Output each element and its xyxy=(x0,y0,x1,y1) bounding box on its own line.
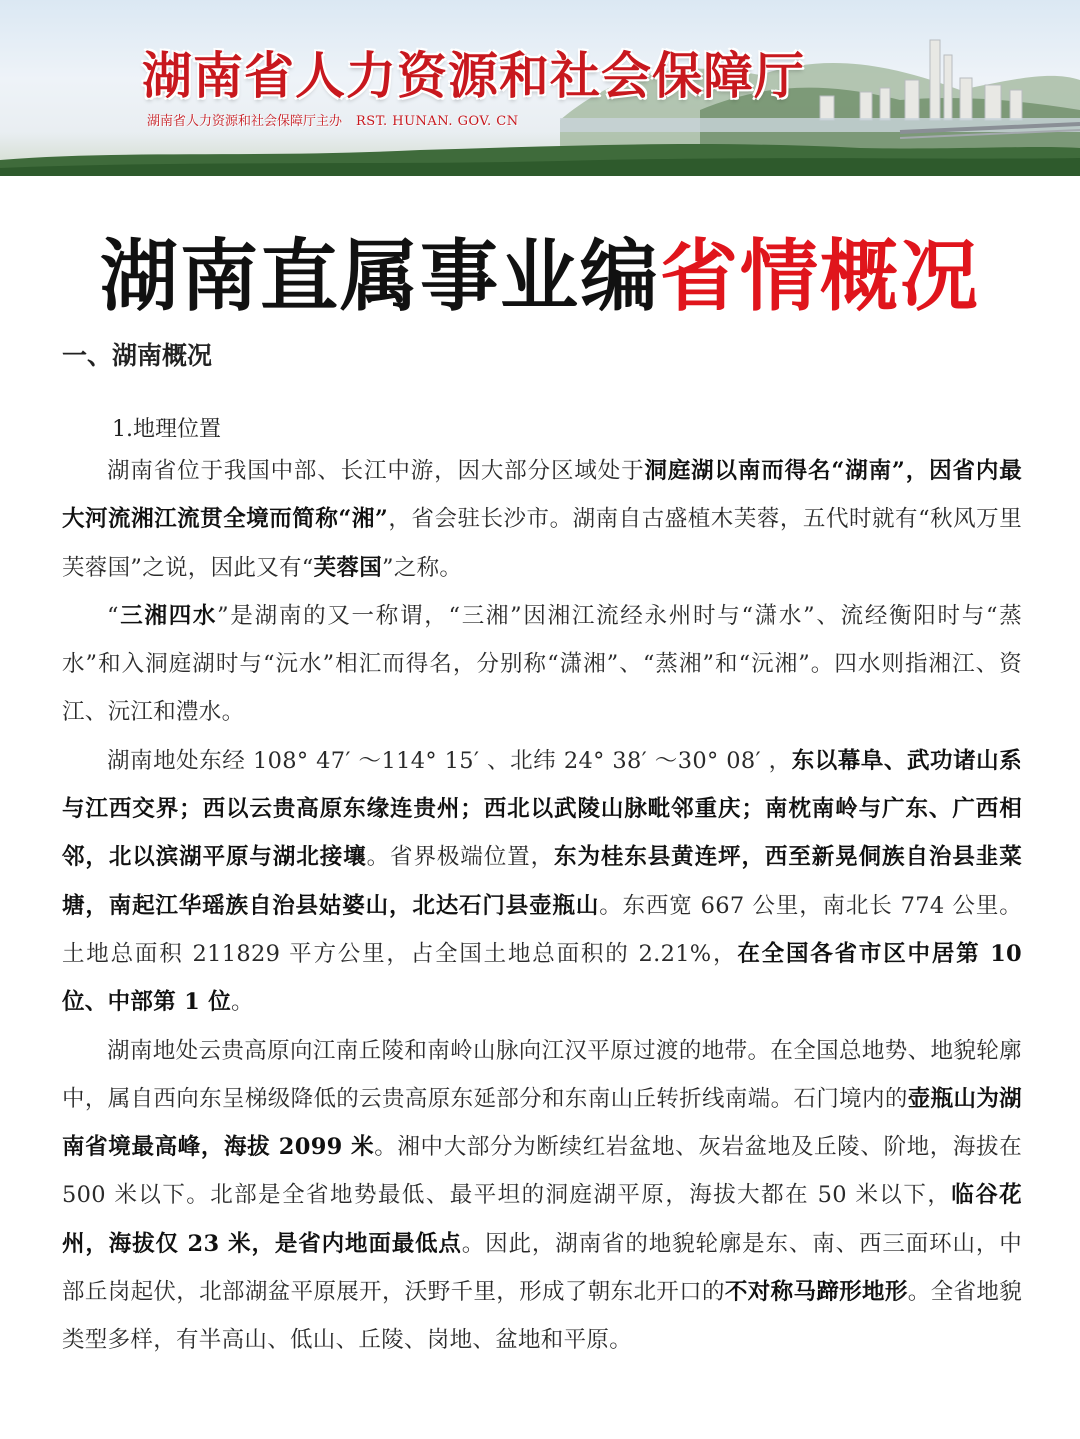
bold-text: 三湘四水 xyxy=(118,602,218,629)
banner-url: RST. HUNAN. GOV. CN xyxy=(356,114,519,129)
banner-subtitle xyxy=(147,110,519,129)
section-heading: 一、湖南概况 xyxy=(62,341,213,370)
bold-text: 东为桂东县黄连坪，西至新晃侗族自治县韭菜塘，南起江华瑶族自治县姑婆山，北达石门县壶瓶山 xyxy=(62,844,1022,919)
site-banner xyxy=(0,0,1080,176)
title-black-part: 湖南直属事业编 xyxy=(99,232,660,322)
text-run: 。省界极端位置， xyxy=(366,844,555,871)
text-run: 。因此，湖南省的地貌轮廓是东、南、西三面环山，中部丘岗起伏，北部湖盆平原展开，沃野千里，形成了朝东北开口的 xyxy=(62,1230,1022,1306)
text-run: 。东西宽 667 公里，南北长 774 公里。土地总面积 211829 平方公里，占全国土地总面积的 2.21%， xyxy=(62,892,1023,967)
article-body xyxy=(62,336,1022,1365)
bold-text: 洞庭湖以南而得名“湖南”，因省内最大河流湘江流贯全境而简称“湘” xyxy=(62,458,1023,533)
text-run: 湖南地处云贵高原向江南丘陵和南岭山脉向江汉平原过渡的地带。在全国总地势、地貌轮廓中，属自西向东呈梯级降低的云贵高原东延部分和东南山丘转折线南端。石门境内的 xyxy=(62,1037,1022,1112)
text-run: ”之称。 xyxy=(382,554,463,581)
title-red-part: 省情概况 xyxy=(660,232,981,322)
paragraph xyxy=(62,737,1022,1027)
paragraph xyxy=(62,1027,1022,1365)
bold-text: 不对称马蹄形地形 xyxy=(724,1279,908,1306)
paragraph-list xyxy=(62,447,1022,1365)
text-run: 。湘中大部分为断续红岩盆地、灰岩盆地及丘陵、阶地，海拔在 500 米以下。北部是全省地势最低、最平坦的洞庭湖平原，海拔大都在 50 米以下， xyxy=(62,1134,1022,1209)
paragraph xyxy=(62,447,1022,592)
text-run: 湖南省位于我国中部、长江中游，因大部分区域处于 xyxy=(107,458,645,484)
text-run: 。 xyxy=(231,989,254,1016)
paragraph xyxy=(62,592,1022,737)
text-run: ，省会驻长沙市。湖南自古盛植木芙蓉，五代时就有“秋风万里芙蓉国”之说，因此又有“ xyxy=(62,506,1022,581)
bold-text: 壶瓶山为湖南省境最高峰，海拔 2099 米 xyxy=(62,1085,1022,1161)
banner-title: 湖南省人力资源和社会保障厅 xyxy=(142,47,805,105)
bold-text: 临谷花州，海拔仅 23 米，是省内地面最低点 xyxy=(62,1182,1022,1257)
text-run: 湖南地处东经 108° 47′ ～114° 15′ 、北纬 24° 38′ ～30° 08′ ， xyxy=(107,747,792,774)
page-title xyxy=(0,214,1080,326)
text-run: ”是湖南的又一称谓，“三湘”因湘江流经永州时与“潇水”、流经衡阳时与“蒸水”和入洞庭湖时与“沅水”相汇而得名，分别称“潇湘”、“蒸湘”和“沅湘”。四水则指湘江、资江、沅江和澧水。 xyxy=(62,602,1023,726)
bold-text: 在全国各省市区中居第 10 位、中部第 1 位 xyxy=(62,940,1023,1016)
bold-text: 东以幕阜、武功诸山系与江西交界；西以云贵高原东缘连贵州；西北以武陵山脉毗邻重庆；南枕南岭与广东、广西相邻，北以滨湖平原与湖北接壤 xyxy=(62,747,1022,871)
bold-text: 芙蓉国 xyxy=(313,554,383,581)
text-run: “ xyxy=(107,602,119,629)
text-run: 。全省地貌类型多样，有半高山、低山、丘陵、岗地、盆地和平原。 xyxy=(62,1279,1022,1354)
banner-host-text: 湖南省人力资源和社会保障厅主办 xyxy=(147,114,343,129)
sub-heading: 1.地理位置 xyxy=(112,417,221,442)
